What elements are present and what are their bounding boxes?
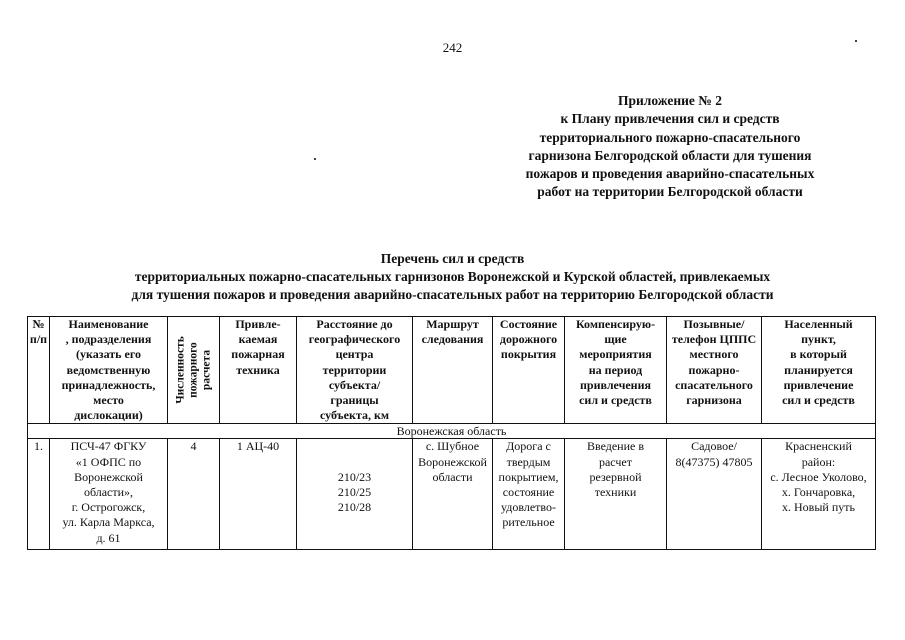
region-row: [28, 424, 876, 439]
header-route: Маршрут следования: [413, 317, 493, 424]
appendix-line: гарнизона Белгородской области для тушения: [528, 147, 812, 163]
header-unit: Наименование , подразделения (указать его ведомственную принадлежность, место дислокации): [50, 317, 168, 424]
scan-speck: [314, 158, 316, 160]
cell-route: с. Шубное Воронежской области: [413, 439, 493, 550]
cell-road: Дорога с твердым покрытием, состояние удовлетво- рительное: [493, 439, 565, 550]
cell-locality: Красненский район: с. Лесное Уколово, х. Гончаровка, х. Новый путь: [762, 439, 876, 550]
appendix-line: к Плану привлечения сил и средств: [560, 111, 780, 127]
appendix-line: работ на территории Белгородской области: [537, 184, 803, 200]
region-cell: Воронежская область: [28, 424, 876, 439]
list-title: [0, 250, 905, 304]
cell-distance: 210/23 210/25 210/28: [297, 439, 413, 550]
header-compensation: Компенсирую- щие мероприятия на период привлечения сил и средств: [565, 317, 667, 424]
cell-unit: ПСЧ-47 ФГКУ «1 ОФПС по Воронежской области», г. Острогожск, ул. Карла Маркса, д. 61: [50, 439, 168, 550]
header-num: № п/п: [28, 317, 50, 424]
table-row: [28, 439, 876, 550]
appendix-line: территориального пожарно-спасательного: [539, 129, 801, 145]
header-equipment: Привле- каемая пожарная техника: [220, 317, 297, 424]
cell-compensation: Введение в расчет резервной техники: [565, 439, 667, 550]
cell-crew: 4: [168, 439, 220, 550]
cell-num: 1.: [28, 439, 50, 550]
page-number: 242: [442, 40, 463, 55]
scan-speck: [855, 40, 857, 42]
header-crew: Численность пожарного расчета: [168, 317, 220, 424]
header-row: [28, 317, 876, 424]
list-title-line: Перечень сил и средств: [380, 251, 525, 266]
header-callsign: Позывные/ телефон ЦППС местного пожарно- спасательного гарнизона: [667, 317, 762, 424]
list-title-line: территориальных пожарно-спасательных гарнизонов Воронежской и Курской областей, привлекаемых: [134, 269, 771, 284]
forces-table: [27, 316, 876, 550]
cell-callsign: Садовое/ 8(47375) 47805: [667, 439, 762, 550]
header-locality: Населенный пункт, в который планируется привлечение сил и средств: [762, 317, 876, 424]
list-title-line: для тушения пожаров и проведения аварийно-спасательных работ на территорию Белгородской области: [131, 287, 774, 302]
appendix-line: Приложение № 2: [618, 93, 722, 108]
appendix-line: пожаров и проведения аварийно-спасательных: [525, 166, 815, 182]
cell-equipment: 1 АЦ-40: [220, 439, 297, 550]
header-road: Состояние дорожного покрытия: [493, 317, 565, 424]
appendix-heading: [480, 92, 860, 202]
header-distance: Расстояние до географического центра территории субъекта/ границы субъекта, км: [297, 317, 413, 424]
